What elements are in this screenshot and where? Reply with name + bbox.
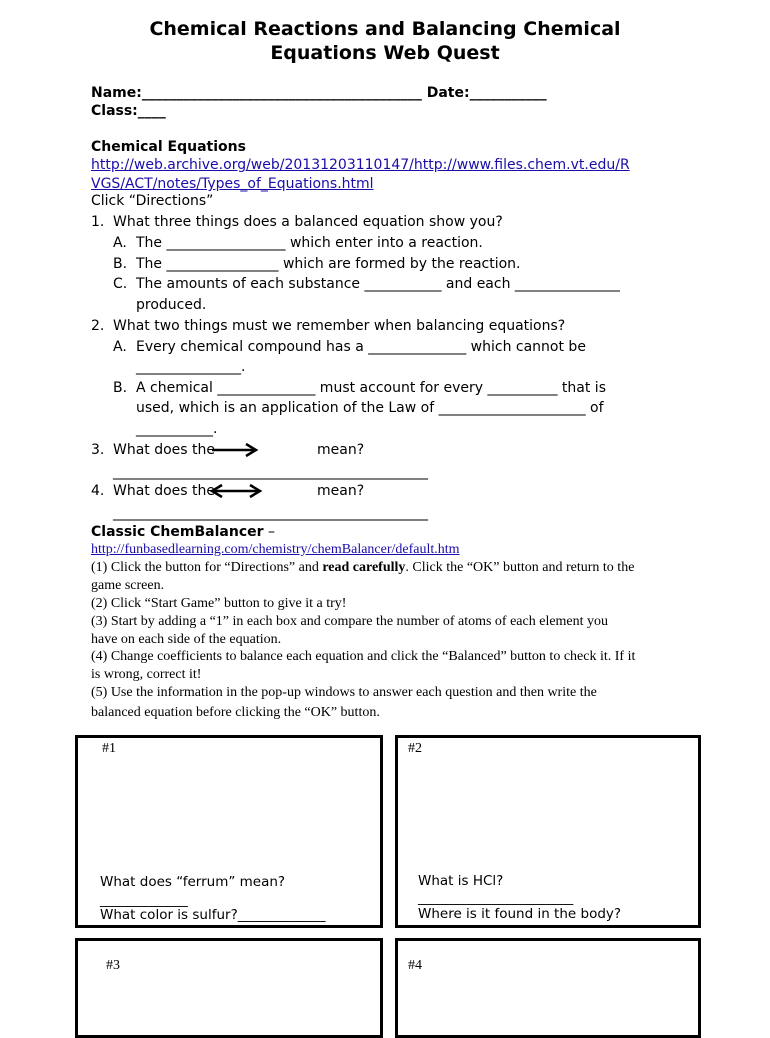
step-4-line-2: is wrong, correct it!	[91, 667, 202, 682]
class-label: Class:	[91, 103, 138, 119]
box-3-label: #3	[106, 958, 120, 973]
q1-c-text-cont: produced.	[136, 297, 207, 313]
question-3-text-after: mean?	[317, 442, 365, 458]
q2-b-text-cont: used, which is an application of the Law of _____________________ of	[136, 400, 604, 416]
step-1-line-2: game screen.	[91, 578, 165, 593]
q2-a-text-cont: _______________.	[136, 359, 246, 375]
box-2-question-hcl: What is HCl?	[418, 873, 504, 889]
box-1-label: #1	[102, 741, 116, 756]
question-1-text: What three things does a balanced equation show you?	[113, 214, 503, 230]
double-arrow-icon	[208, 482, 264, 500]
step-1-text-a: (1) Click the button for “Directions” and	[91, 560, 323, 575]
class-row	[91, 101, 166, 121]
step-1-bold: read carefully	[322, 560, 406, 575]
question-3-answer-blank: _____________________________________________	[113, 464, 428, 480]
click-directions-instruction: Click “Directions”	[91, 193, 214, 209]
step-3-line-1: (3) Start by adding a “1” in each box and compare the number of atoms of each element you	[91, 614, 609, 629]
q2-b-text-cont-2: ___________.	[136, 421, 218, 437]
date-label: Date:	[426, 85, 470, 101]
section-heading-chembalancer: Classic ChemBalancer	[91, 524, 264, 540]
box-2-label: #2	[408, 741, 422, 756]
q1-b-text: The ________________ which are formed by the reaction.	[136, 256, 521, 272]
right-arrow-icon	[210, 441, 260, 459]
name-blank: ________________________________________	[141, 85, 422, 101]
step-3-line-2: have on each side of the equation.	[91, 632, 282, 647]
answer-box-2	[395, 735, 701, 928]
q1-b-letter: B.	[113, 256, 128, 272]
question-4-number: 4.	[91, 483, 105, 499]
directions-link-line-1[interactable]: http://web.archive.org/web/20131203110147/http://www.files.chem.vt.edu/R	[91, 157, 630, 173]
answer-box-3	[75, 938, 383, 1038]
box-1-answer-blank: _____________	[100, 892, 188, 908]
answer-box-1	[75, 735, 383, 928]
box-2-question-body: Where is it found in the body?	[418, 906, 622, 922]
answer-box-4	[395, 938, 701, 1038]
q2-b-letter: B.	[113, 380, 128, 396]
title-line-1: Chemical Reactions and Balancing Chemical	[149, 18, 621, 40]
question-3-text-before: What does the	[113, 442, 216, 458]
title-line-2: Equations Web Quest	[270, 42, 500, 64]
step-5-line-2: balanced equation before clicking the “OK” button.	[91, 705, 380, 720]
q2-b-text: A chemical ______________ must account for every __________ that is	[136, 380, 606, 396]
box-4-label: #4	[408, 958, 422, 973]
directions-link-line-2[interactable]: VGS/ACT/notes/Types_of_Equations.html	[91, 176, 374, 192]
question-4-text-after: mean?	[317, 483, 365, 499]
q1-c-text: The amounts of each substance ___________ and each _______________	[136, 276, 620, 292]
q1-c-letter: C.	[113, 276, 128, 292]
step-4-line-1: (4) Change coefficients to balance each equation and click the “Balanced” button to check it. If it	[91, 649, 636, 664]
question-4-answer-blank: _____________________________________________	[113, 505, 428, 521]
section-heading-chemical-equations: Chemical Equations	[91, 139, 246, 155]
q2-a-text: Every chemical compound has a ______________ which cannot be	[136, 339, 586, 355]
page-title	[0, 17, 770, 65]
step-5-line-1: (5) Use the information in the pop-up windows to answer each question and then write the	[91, 685, 597, 700]
question-2-number: 2.	[91, 318, 105, 334]
name-label: Name:	[91, 85, 142, 101]
q2-a-letter: A.	[113, 339, 127, 355]
question-4-text-before: What does the	[113, 483, 216, 499]
section-heading-chembalancer-row	[91, 522, 275, 542]
box-1-question-ferrum: What does “ferrum” mean?	[100, 874, 286, 890]
q1-a-text: The _________________ which enter into a reaction.	[136, 235, 483, 251]
step-2: (2) Click “Start Game” button to give it a try!	[91, 596, 347, 611]
box-2-answer-blank: _______________________	[418, 890, 574, 906]
q1-a-letter: A.	[113, 235, 127, 251]
question-3-number: 3.	[91, 442, 105, 458]
class-blank: ____	[137, 103, 166, 119]
question-2-text: What two things must we remember when balancing equations?	[113, 318, 566, 334]
chembalancer-link[interactable]: http://funbasedlearning.com/chemistry/chemBalancer/default.htm	[91, 542, 460, 557]
question-1-number: 1.	[91, 214, 105, 230]
date-blank: ___________	[469, 85, 547, 101]
name-row	[91, 83, 547, 103]
step-1-text-b: . Click the “OK” button and return to the	[405, 560, 635, 575]
step-1-line-1	[91, 559, 634, 577]
section-heading-dash: –	[263, 524, 275, 540]
box-1-question-sulfur: What color is sulfur?_____________	[100, 907, 326, 923]
